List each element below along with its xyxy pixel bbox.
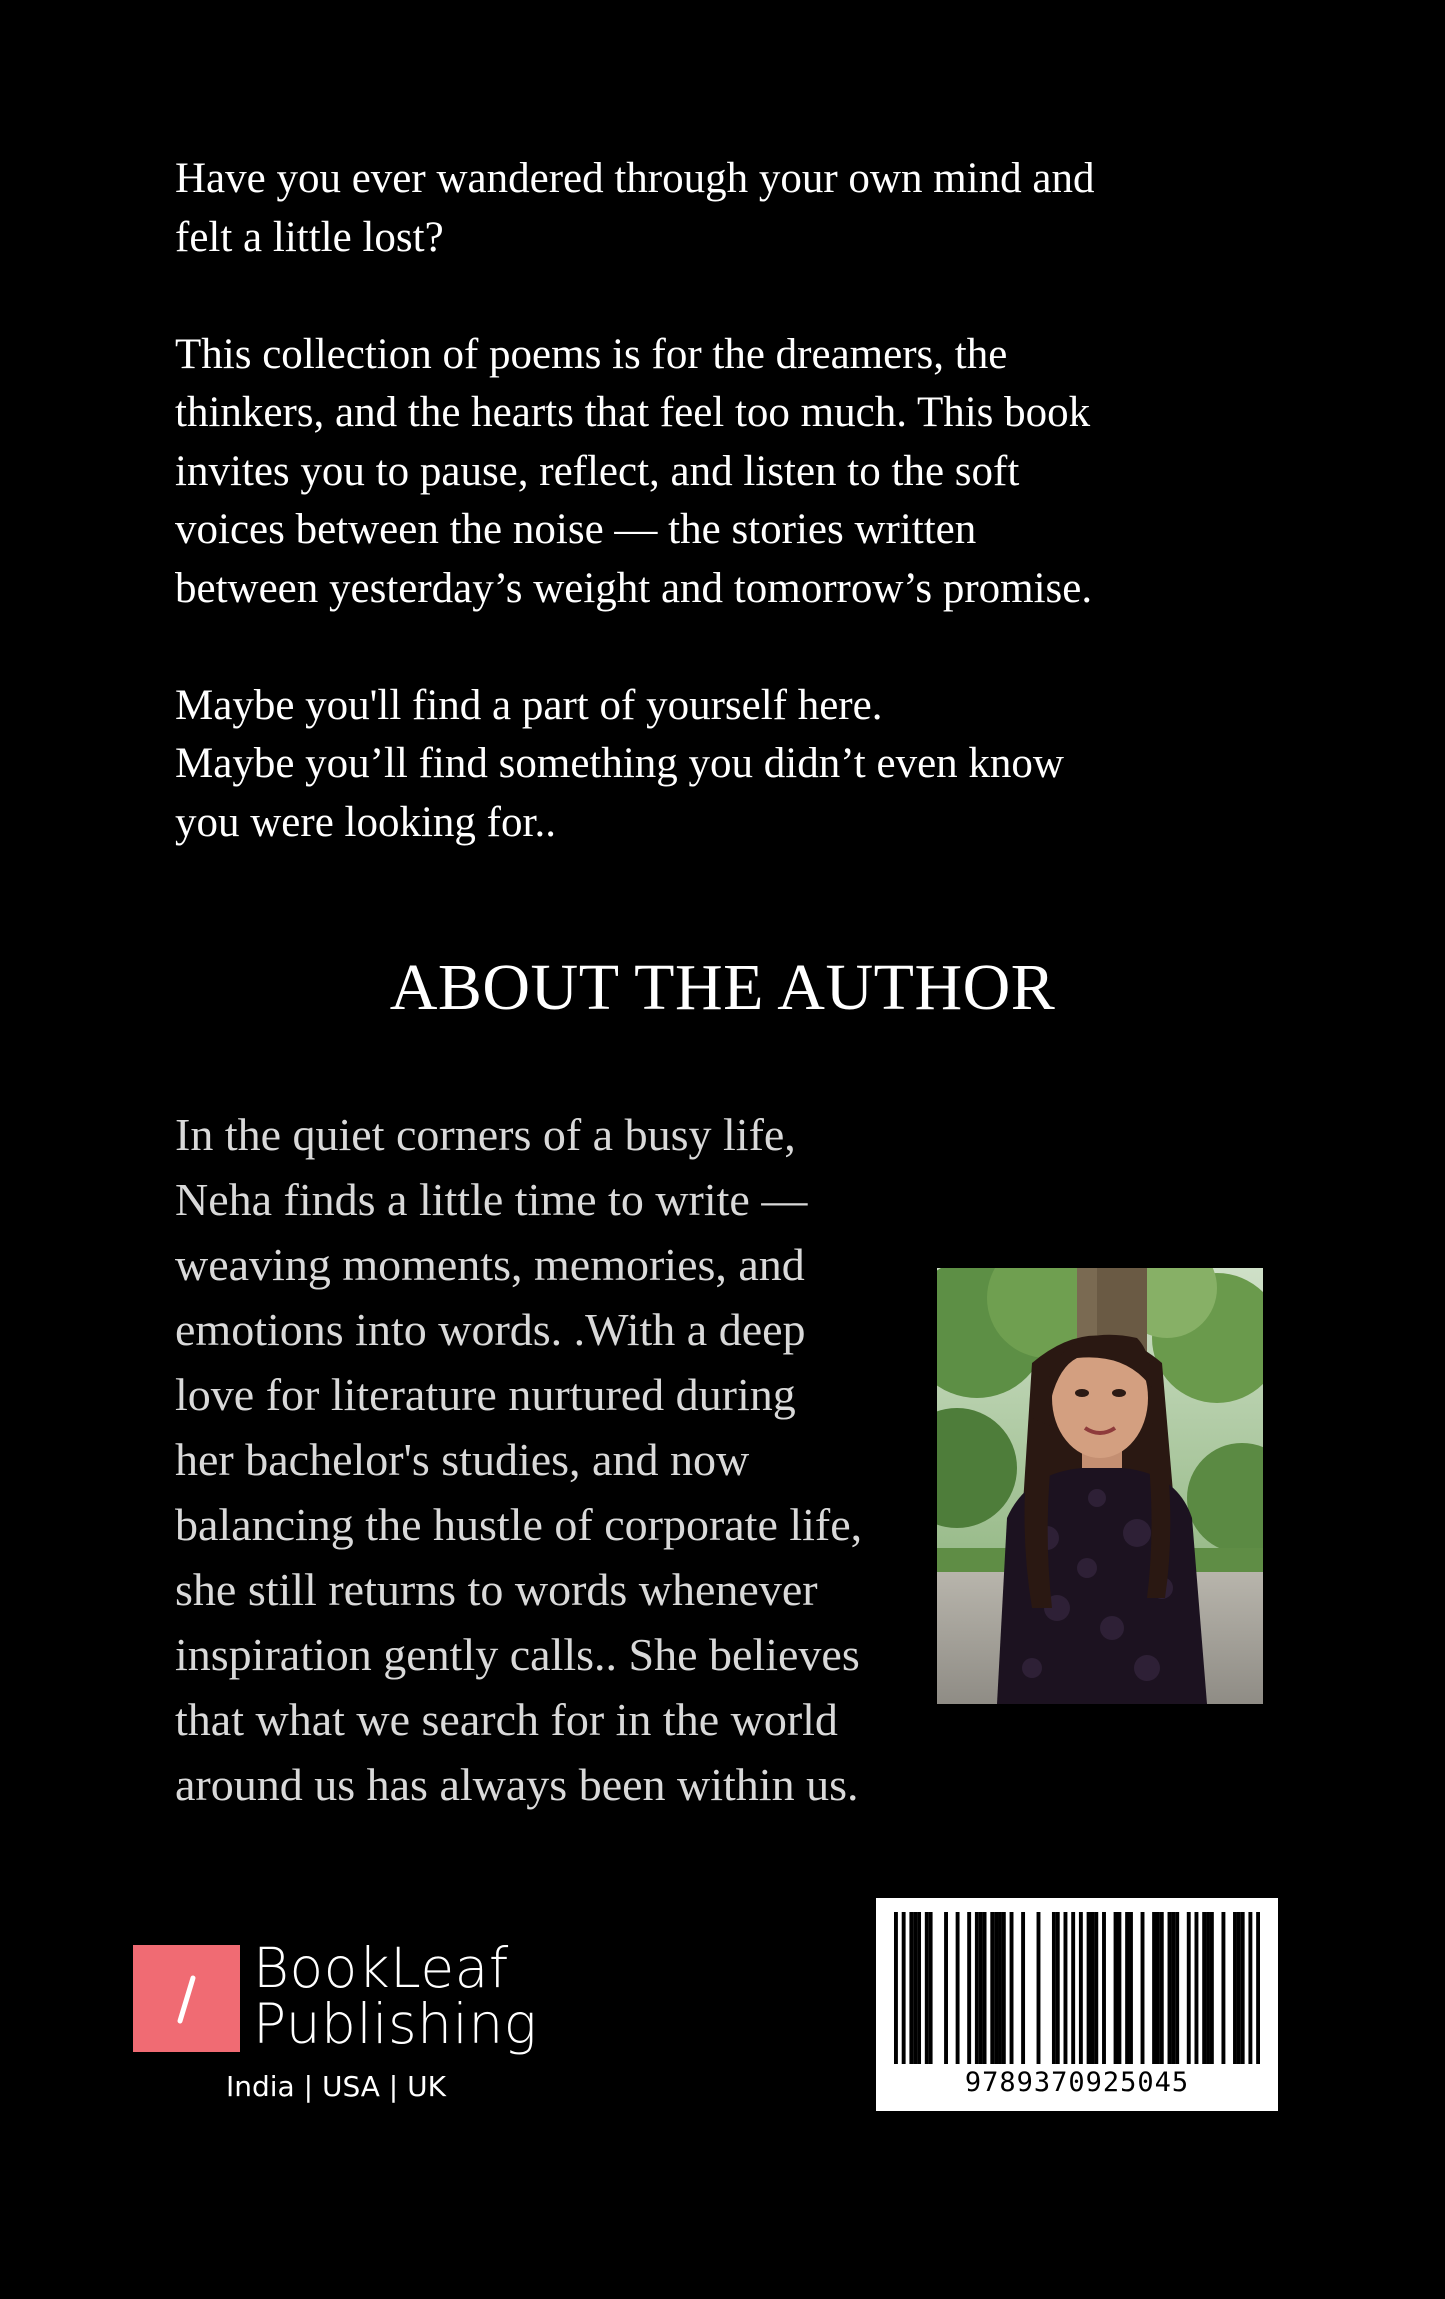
bio-line: weaving moments, memories, and xyxy=(175,1239,805,1290)
barcode-bar xyxy=(1237,1912,1241,2064)
barcode-bar xyxy=(1152,1912,1156,2064)
barcode-bar xyxy=(1202,1912,1206,2064)
barcode-bar xyxy=(1256,1912,1260,2064)
barcode-bar xyxy=(1021,1912,1025,2064)
bio-line: that what we search for in the world xyxy=(175,1694,838,1745)
barcode-bar xyxy=(1175,1912,1179,2064)
barcode-bar xyxy=(925,1912,929,2064)
barcode-bar xyxy=(1156,1912,1160,2064)
barcode-bars xyxy=(894,1912,1260,2064)
barcode-bar xyxy=(1187,1912,1191,2064)
bio-line: In the quiet corners of a busy life, xyxy=(175,1109,796,1160)
about-author-heading: ABOUT THE AUTHOR xyxy=(389,951,1056,1024)
barcode-bar xyxy=(1221,1912,1225,2064)
barcode-bar xyxy=(1210,1912,1214,2064)
isbn-barcode xyxy=(876,1898,1278,2111)
barcode-bar xyxy=(1071,1912,1075,2064)
blurb-paragraph-2 xyxy=(175,326,1275,619)
barcode-bar xyxy=(1195,1912,1199,2064)
barcode-bar xyxy=(894,1912,898,2064)
barcode-bar xyxy=(1090,1912,1094,2064)
barcode-bar xyxy=(1056,1912,1060,2064)
publisher-logo xyxy=(133,1936,553,2110)
barcode-bar xyxy=(1248,1912,1252,2064)
bio-line: she still returns to words whenever xyxy=(175,1564,818,1615)
bio-line: balancing the hustle of corporate life, xyxy=(175,1499,863,1550)
bio-line: her bachelor's studies, and now xyxy=(175,1434,750,1485)
barcode-bar xyxy=(998,1912,1002,2064)
blurb-line: thinkers, and the hearts that feel too much. This book xyxy=(175,389,1091,436)
blurb-line: between yesterday’s weight and tomorrow’s promise. xyxy=(175,564,1093,612)
bio-line: Neha finds a little time to write — xyxy=(175,1174,808,1225)
blurb-line: Maybe you'll find a part of yourself here. xyxy=(175,681,883,729)
blurb-line: Have you ever wandered through your own mind and xyxy=(175,155,1095,202)
barcode-bar xyxy=(1102,1912,1106,2064)
author-photo xyxy=(937,1268,1263,1704)
bio-line: around us has always been within us. xyxy=(175,1759,859,1810)
barcode-bar xyxy=(1037,1912,1041,2064)
barcode-bar xyxy=(979,1912,983,2064)
barcode-bar xyxy=(1114,1912,1118,2064)
barcode-bar xyxy=(1052,1912,1056,2064)
barcode-bar xyxy=(956,1912,960,2064)
barcode-bar xyxy=(983,1912,987,2064)
barcode-bar xyxy=(990,1912,994,2064)
blurb-line: felt a little lost? xyxy=(175,213,444,261)
barcode-bar xyxy=(994,1912,998,2064)
barcode-bar xyxy=(909,1912,913,2064)
barcode-bar xyxy=(929,1912,933,2064)
barcode-bar xyxy=(1171,1912,1175,2064)
publisher-name-line2: Publishing xyxy=(253,1992,538,2056)
slash-icon xyxy=(133,1945,240,2052)
bio-line: emotions into words. .With a deep xyxy=(175,1304,806,1355)
blurb-line: This collection of poems is for the dreamers, the xyxy=(175,330,1008,378)
publisher-name xyxy=(253,1936,538,2056)
barcode-bar xyxy=(1117,1912,1121,2064)
barcode-bar xyxy=(917,1912,921,2064)
barcode-bar xyxy=(1206,1912,1210,2064)
isbn-number: 9789370925045 xyxy=(964,2067,1190,2098)
publisher-logo-mark xyxy=(133,1945,240,2052)
barcode-bar xyxy=(1160,1912,1164,2064)
barcode-bar xyxy=(1002,1912,1006,2064)
barcode-bar xyxy=(975,1912,979,2064)
blurb-paragraph-1 xyxy=(175,150,1275,267)
blurb-line: you were looking for.. xyxy=(175,798,556,846)
barcode-bar xyxy=(1168,1912,1172,2064)
barcode-bar xyxy=(913,1912,917,2064)
blurb xyxy=(175,150,1275,852)
publisher-regions: India | USA | UK xyxy=(226,2070,446,2103)
barcode-bar xyxy=(1241,1912,1245,2064)
barcode-bar xyxy=(1087,1912,1091,2064)
barcode-bar xyxy=(1094,1912,1098,2064)
barcode-bar xyxy=(902,1912,906,2064)
barcode-bar xyxy=(1010,1912,1014,2064)
blurb-paragraph-3 xyxy=(175,677,1275,853)
bio-line: love for literature nurtured during xyxy=(175,1369,796,1420)
barcode-bar xyxy=(1125,1912,1129,2064)
barcode-bar xyxy=(1129,1912,1133,2064)
publisher-name-line1: BookLeaf xyxy=(253,1936,509,2000)
author-bio xyxy=(175,1102,935,1817)
barcode-bar xyxy=(967,1912,971,2064)
barcode-bar xyxy=(1233,1912,1237,2064)
blurb-line: voices between the noise — the stories written xyxy=(175,506,977,553)
barcode-bar xyxy=(944,1912,948,2064)
barcode-bar xyxy=(1064,1912,1068,2064)
barcode-bar xyxy=(1141,1912,1145,2064)
blurb-line: Maybe you’ll find something you didn’t even know xyxy=(175,740,1064,787)
blurb-line: invites you to pause, reflect, and listen to the soft xyxy=(175,447,1020,495)
barcode-bar xyxy=(1079,1912,1083,2064)
bio-line: inspiration gently calls.. She believes xyxy=(175,1629,860,1680)
